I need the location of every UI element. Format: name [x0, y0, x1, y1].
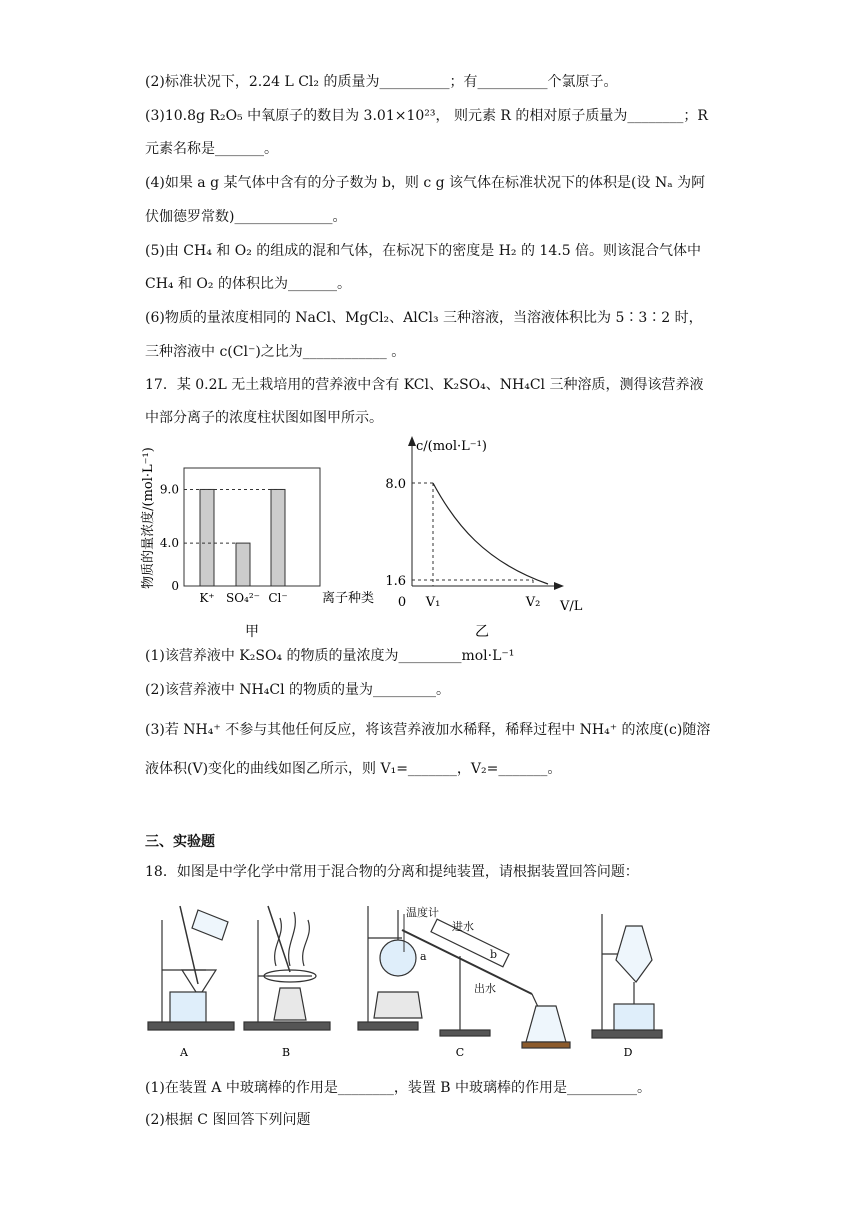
dilution-curve — [433, 483, 548, 584]
q16-part6-line2: 三种溶液中 c(Cl⁻)之比为____________ 。 — [145, 344, 406, 360]
bar-category-label: K⁺ — [199, 591, 215, 605]
q17-stem-line2: 中部分离子的浓度柱状图如图甲所示。 — [145, 410, 383, 426]
line-chart-xtick-v2: V₂ — [525, 595, 541, 610]
thermometer-label: 温度计 — [406, 906, 439, 919]
bar-0 — [200, 489, 214, 586]
q16-part4-line2: 伏伽德罗常数)______________。 — [145, 209, 347, 225]
bar-chart-caption: 甲 — [245, 624, 259, 640]
apparatus-a-filtration — [148, 906, 234, 1030]
line-chart-yi — [385, 436, 582, 640]
bar-chart-ylabel: 物质的量浓度/(mol·L⁻¹) — [141, 447, 156, 589]
q16-part5-line2: CH₄ 和 O₂ 的体积比为_______。 — [145, 276, 351, 292]
water-in-label: 进水 — [452, 920, 474, 933]
part-a-label: a — [420, 950, 427, 963]
apparatus-b-evaporation — [244, 906, 330, 1030]
label-c: C — [455, 1046, 465, 1059]
line-chart-ylabel: c/(mol·L⁻¹) — [416, 439, 487, 454]
q17-part3-line2: 液体积(V)变化的曲线如图乙所示，则 V₁=_______，V₂=_______。 — [145, 761, 562, 777]
line-chart-xtick-v1: V₁ — [425, 595, 441, 610]
bar-category-label: SO₄²⁻ — [225, 591, 261, 605]
q17-part1: (1)该营养液中 K₂SO₄ 的物质的量浓度为_________mol·L⁻¹ — [145, 648, 515, 664]
bar-2 — [271, 489, 285, 586]
line-chart-xlabel: V/L — [560, 599, 583, 614]
q17-figures — [140, 432, 620, 644]
q16-part6-line1: (6)物质的量浓度相同的 NaCl、MgCl₂、AlCl₃ 三种溶液，当溶液体积比为 5∶3∶2 时， — [145, 310, 703, 326]
x-axis-arrow-icon — [554, 582, 564, 590]
q18-part1: (1)在装置 A 中玻璃棒的作用是________，装置 B 中玻璃棒的作用是__________。 — [145, 1080, 652, 1096]
bar-ytick-label: 9.0 — [159, 482, 179, 497]
bar-chart-jia — [140, 447, 374, 640]
q17-stem-line1: 17．某 0.2L 无土栽培用的营养液中含有 KCl、K₂SO₄、NH₄Cl 三种溶质，测得该营养液 — [145, 377, 704, 393]
separation-apparatus-figure — [140, 896, 700, 1068]
q18-part2: (2)根据 C 图回答下列问题 — [145, 1112, 311, 1128]
line-chart-caption: 乙 — [475, 624, 489, 640]
line-chart-ytick-high: 8.0 — [385, 477, 406, 492]
q16-part3-line1: (3)10.8g R₂O₅ 中氧原子的数目为 3.01×10²³， 则元素 R 的相对原子质量为________；R — [145, 108, 708, 124]
q16-part2: (2)标准状况下，2.24 L Cl₂ 的质量为__________；有__________个氯原子。 — [145, 74, 618, 90]
q16-part4-line1: (4)如果 a g 某气体中含有的分子数为 b，则 c g 该气体在标准状况下的体积是(设 Nₐ 为阿 — [145, 175, 706, 191]
bar-1 — [236, 543, 250, 586]
q18-stem: 18．如图是中学化学中常用于混合物的分离和提纯装置，请根据装置回答问题： — [145, 864, 639, 880]
apparatus-c-distillation — [358, 905, 570, 1048]
q17-part3-line1: (3)若 NH₄⁺ 不参与其他任何反应，将该营养液加水稀释，稀释过程中 NH₄⁺ 的浓度(c)随溶 — [145, 722, 711, 738]
apparatus-d-separatory-funnel — [592, 914, 662, 1038]
bar-ytick-label: 4.0 — [159, 536, 179, 551]
y-axis-arrow-icon — [408, 436, 416, 446]
bar-ytick-label: 0 — [171, 579, 179, 593]
q16-part3-line2: 元素名称是_______。 — [145, 141, 278, 157]
bar-chart-xlabel: 离子种类 — [322, 591, 375, 606]
label-b: B — [281, 1046, 291, 1059]
line-chart-origin: 0 — [397, 595, 407, 610]
bar-category-label: Cl⁻ — [268, 591, 288, 605]
water-out-label: 出水 — [474, 982, 496, 995]
line-chart-ytick-low: 1.6 — [385, 574, 406, 589]
q16-part5-line1: (5)由 CH₄ 和 O₂ 的组成的混和气体，在标况下的密度是 H₂ 的 14.5 倍。则该混合气体中 — [145, 243, 702, 259]
label-d: D — [623, 1046, 633, 1059]
q17-part2: (2)该营养液中 NH₄Cl 的物质的量为_________。 — [145, 682, 450, 698]
part-b-label: b — [490, 948, 498, 961]
section-heading-experiment: 三、实验题 — [145, 834, 215, 850]
label-a: A — [180, 1046, 188, 1059]
